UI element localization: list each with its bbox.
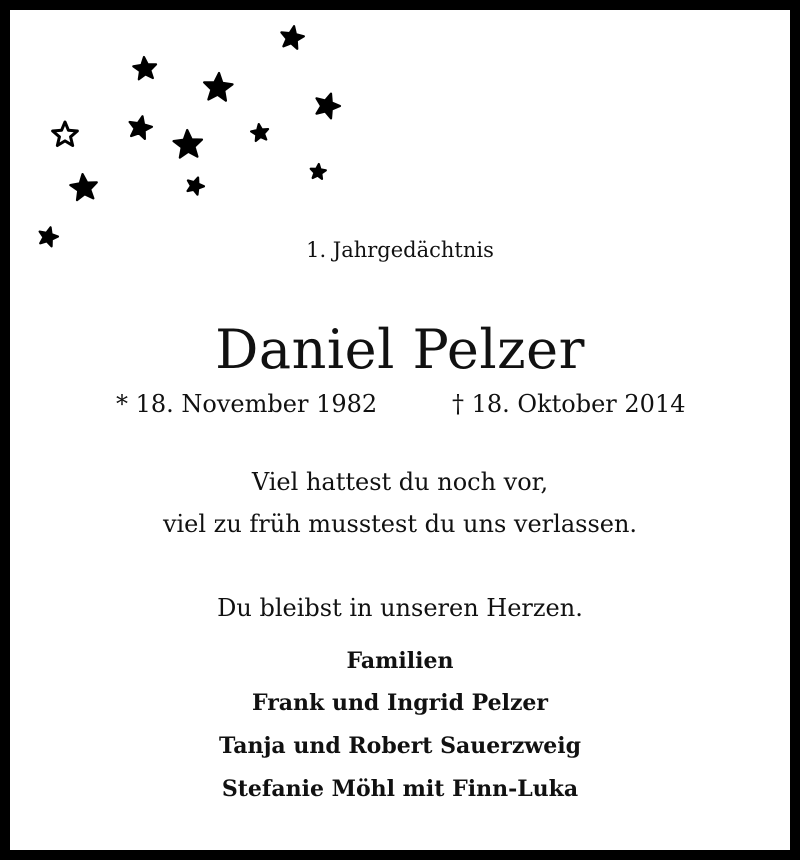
star-icon <box>311 164 326 179</box>
star-icon <box>130 116 152 139</box>
star-icon <box>251 124 268 141</box>
verse-line-2: viel zu früh musstest du uns verlassen. <box>162 510 638 538</box>
star-icon <box>204 73 232 101</box>
star-icon <box>133 57 156 79</box>
star-icon <box>281 26 303 49</box>
signature-line-4: Stefanie Möhl mit Finn-Luka <box>221 776 579 802</box>
star-icon <box>188 178 204 195</box>
verse-line-1: Viel hattest du noch vor, <box>251 468 549 496</box>
star-icon <box>174 130 202 158</box>
death-date: † 18. Oktober 2014 <box>452 390 686 418</box>
star-icon <box>53 122 78 146</box>
star-icon <box>70 174 96 200</box>
signature-families: Familien <box>346 648 454 674</box>
anniversary-heading: 1. Jahrgedächtnis <box>306 238 494 262</box>
signature-line-2: Frank und Ingrid Pelzer <box>251 690 549 716</box>
signature-line-3: Tanja und Robert Sauerzweig <box>218 733 582 759</box>
star-icon <box>316 94 340 119</box>
closing-line: Du bleibst in unseren Herzen. <box>217 594 583 622</box>
deceased-name: Daniel Pelzer <box>215 318 585 381</box>
birth-date: * 18. November 1982 <box>116 390 378 418</box>
